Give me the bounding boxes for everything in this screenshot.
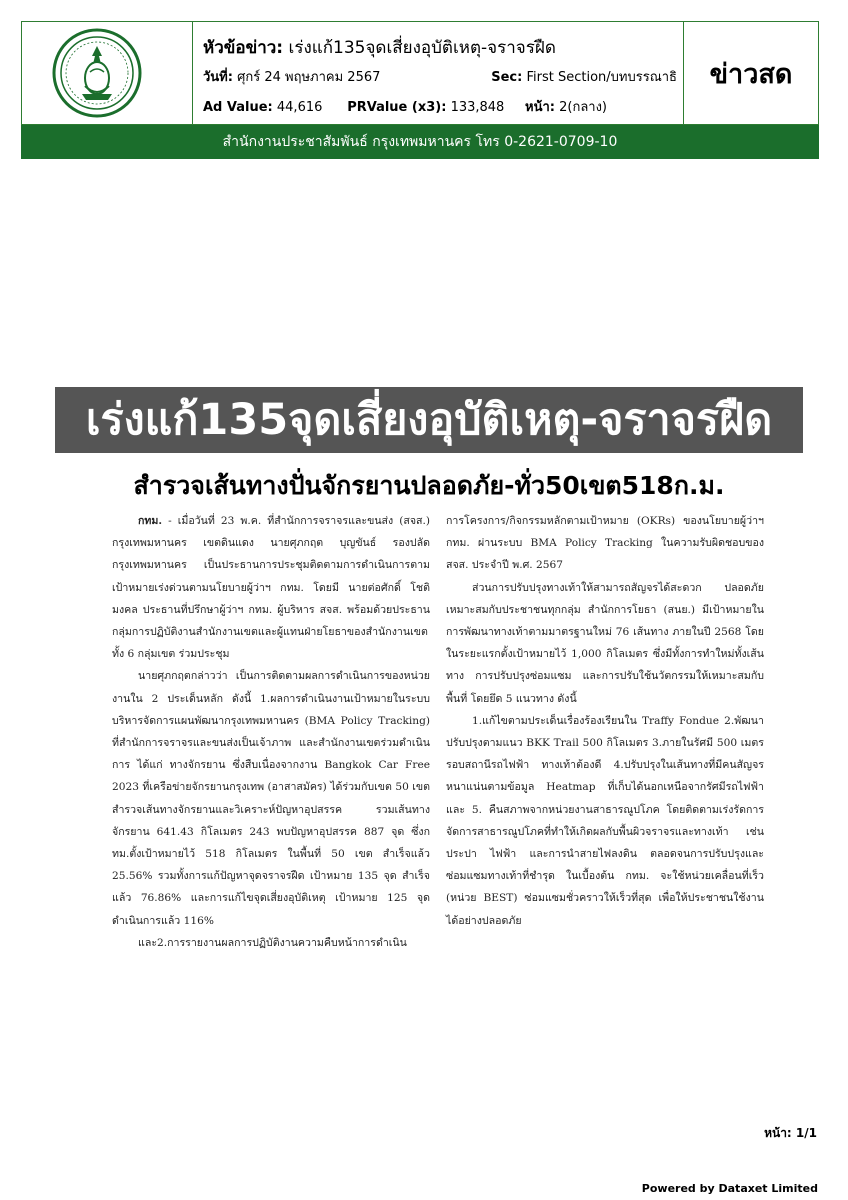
- headline-value: เร่งแก้135จุดเสี่ยงอุบัติเหตุ-จราจรฝืด: [288, 38, 556, 58]
- article-column-right: [446, 510, 764, 932]
- section-row: [491, 66, 677, 87]
- value-row: [203, 96, 607, 117]
- paragraph-text: - เมื่อวันที่ 23 พ.ค. ที่สำนักการจราจรและขนส่ง (สจส.) กรุงเทพมหานคร เขตดินแดง นายศุภกฤต บุญขันธ์ รองปลัดกรุงเทพมหานคร เป็นประธานการประชุมติดตามการดำเนินการตามเป้าหมายเร่งด่วนตามนโยบายผู้ว่าฯ กทม. โดยมี นายต่อศักดิ์ โชติมงคล ประธานที่ปรึกษาผู้ว่าฯ กทม. ผู้บริหาร สจส. พร้อมด้วยประธานกลุ่มการปฏิบัติงานสำนักงานเขตและผู้แทนฝ่ายโยธาของสำนักงานเขต ทั้ง 6 กลุ่มเขต ร่วมประชุม: [112, 515, 430, 661]
- headline-row: [203, 34, 556, 61]
- clipping-header: [21, 21, 819, 125]
- paragraph: [112, 510, 430, 665]
- pr-value-label: PRValue (x3):: [347, 100, 447, 115]
- powered-by: Powered by Dataxet Limited: [641, 1182, 818, 1195]
- pr-value: 133,848: [450, 100, 505, 115]
- date-row: [203, 66, 380, 87]
- article-column-left: [112, 510, 430, 954]
- section-value: First Section/บทบรรณาธิ: [526, 70, 677, 85]
- date-label: วันที่:: [203, 70, 233, 85]
- publication-badge: ข่าวสด: [709, 58, 793, 90]
- bma-seal-icon: [52, 28, 142, 118]
- paragraph: ส่วนการปรับปรุงทางเท้าให้สามารถสัญจรได้สะดวก ปลอดภัย เหมาะสมกับประชาชนทุกกลุ่ม สำนักการโยธา (สนย.) มีเป้าหมายในการพัฒนาทางเท้าตามมาตรฐานใหม่ 76 เส้นทาง ภายในปี 2568 โดยในระยะแรกตั้งเป้าหมายไว้ 1,000 กิโลเมตร ซึ่งมีทั้งการทำใหม่ทั้งเส้นทาง การปรับปรุงซ่อมแซม และการปรับใช้นวัตกรรมให้เหมาะสมกับพื้นที่ โดยยึด 5 แนวทาง ดังนี้: [446, 581, 764, 705]
- page-number: หน้า: 1/1: [764, 1126, 817, 1140]
- date-value: ศุกร์ 24 พฤษภาคม 2567: [237, 70, 381, 85]
- ad-value-label: Ad Value:: [203, 100, 273, 115]
- page-label: หน้า:: [525, 100, 555, 115]
- paragraph: นายศุภกฤตกล่าวว่า เป็นการติดตามผลการดำเนินการของหน่วยงานใน 2 ประเด็นหลัก ดังนี้ 1.ผลการดำเนินงานเป้าหมายในระบบบริหารจัดการแผนพัฒนากรุงเทพมหานคร (BMA Policy Tracking) ที่สำนักการจราจรและขนส่งเป็นเจ้าภาพ และสำนักงานเขตร่วมดำเนินการ ได้แก่ ทางจักรยาน ซึ่งสืบเนื่องจากงาน Bangkok Car Free 2023 ที่เครือข่ายจักรยานกรุงเทพ (อาสาสมัคร) ได้ร่วมกับเขต 50 เขต สำรวจเส้นทางจักรยานและวิเคราะห์ปัญหาอุปสรรค รวมเส้นทางจักรยาน 641.43 กิโลเมตร 243 พบปัญหาอุปสรรค 887 จุด ซึ่งกทม.ตั้งเป้าหมายไว้ 518 กิโลเมตร ในพื้นที่ 50 เขต สำเร็จแล้ว 25.56% รวมทั้งการแก้ปัญหาจุดจราจรฝืด เป้าหมาย 135 จุด สำเร็จแล้ว 76.86% และการแก้ไขจุดเสี่ยงอุบัติเหตุ เป้าหมาย 125 จุด ดำเนินการแล้ว 116%: [112, 670, 430, 927]
- page-value: 2(กลาง): [559, 100, 608, 115]
- office-bar: สำนักงานประชาสัมพันธ์ กรุงเทพมหานคร โทร 0-2621-0709-10: [21, 125, 819, 159]
- logo-cell: [22, 22, 193, 124]
- headline-label: หัวข้อข่าว:: [203, 38, 284, 58]
- info-cell: [193, 22, 684, 124]
- article-title: เร่งแก้135จุดเสี่ยงอุบัติเหตุ-จราจรฝืด: [85, 395, 773, 445]
- paragraph: การโครงการ/กิจกรรมหลักตามเป้าหมาย (OKRs) ของนโยบายผู้ว่าฯ กทม. ผ่านระบบ BMA Policy Tracking ในความรับผิดชอบของ สจส. ประจำปี พ.ศ. 2567: [446, 515, 764, 572]
- paragraph: และ2.การรายงานผลการปฏิบัติงานความคืบหน้าการดำเนิน: [138, 936, 407, 949]
- ad-value: 44,616: [276, 100, 323, 115]
- dateline: กทม.: [138, 515, 163, 527]
- paragraph: 1.แก้ไขตามประเด็นเรื่องร้องเรียนใน Traffy Fondue 2.พัฒนาปรับปรุงตามแนว BKK Trail 500 กิโลเมตร 3.ภายในรัศมี 500 เมตรรอบสถานีรถไฟฟ้า ทางเท้าต้องดี 4.ปรับปรุงในเส้นทางที่มีคนสัญจรหนาแน่นตามข้อมูล Heatmap ที่เก็บได้นอกเหนือจากรัศมีรถไฟฟ้า และ 5. คืนสภาพจากหน่วยงานสาธารณูปโภค โดยติดตามเร่งรัดการจัดการสาธารณูปโภคที่ทำให้เกิดผลกับพื้นผิวจราจรและทางเท้า เช่น ประปา ไฟฟ้า และการนำสายไฟลงดิน ตลอดจนการปรับปรุงและซ่อมแซมทางเท้าที่ชำรุด ในเบื้องต้น กทม. จะใช้หน่วยเคลื่อนที่เร็ว (หน่วย BEST) ซ่อมแซมชั่วคราวให้เร็วที่สุด เพื่อให้ประชาชนใช้งานได้อย่างปลอดภัย: [446, 714, 764, 927]
- section-label: Sec:: [491, 70, 523, 85]
- article-subtitle: สำรวจเส้นทางปั่นจักรยานปลอดภัย-ทั่ว50เขต518ก.ม.: [133, 471, 725, 500]
